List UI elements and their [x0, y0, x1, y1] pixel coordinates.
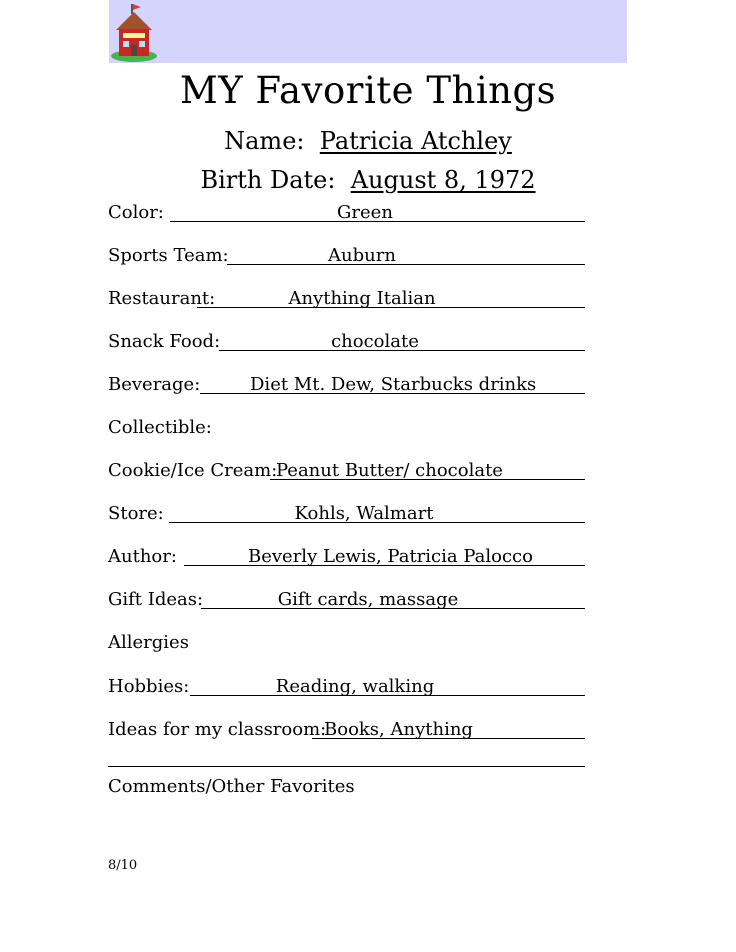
birth-date-line	[0, 168, 736, 192]
color-value: Green	[337, 202, 393, 223]
hobbies-value: Reading, walking	[275, 676, 435, 697]
gift-ideas-underline	[201, 608, 585, 609]
snack-food-underline	[219, 350, 585, 351]
page-title: MY Favorite Things	[179, 69, 557, 112]
schoolhouse-icon	[110, 2, 158, 62]
divider-line	[108, 766, 585, 767]
classroom-ideas-underline	[312, 738, 585, 739]
author-label: Author:	[108, 546, 177, 567]
name-label: Name:	[224, 127, 305, 155]
classroom-ideas-value: Books, Anything	[324, 719, 473, 740]
store-value: Kohls, Walmart	[294, 503, 434, 524]
classroom-ideas-label: Ideas for my classroom:	[108, 719, 327, 740]
footer-date: 8/10	[108, 858, 138, 873]
hobbies-underline	[190, 695, 585, 696]
sports-team-label: Sports Team:	[108, 245, 229, 266]
hobbies-label: Hobbies:	[108, 676, 190, 697]
cookie-ice-cream-label: Cookie/Ice Cream:	[108, 460, 278, 481]
sports-team-value: Auburn	[328, 245, 396, 266]
comments-label: Comments/Other Favorites	[108, 776, 355, 797]
author-underline	[184, 565, 585, 566]
restaurant-underline	[197, 307, 585, 308]
restaurant-label: Restaurant:	[108, 288, 216, 309]
snack-food-label: Snack Food:	[108, 331, 221, 352]
header-band	[109, 0, 627, 63]
restaurant-value: Anything Italian	[288, 288, 436, 309]
author-value: Beverly Lewis, Patricia Palocco	[248, 546, 533, 567]
snack-food-value: chocolate	[331, 331, 419, 352]
cookie-ice-cream-underline	[270, 479, 585, 480]
cookie-ice-cream-value: Peanut Butter/ chocolate	[276, 460, 503, 481]
birth-date-value: August 8, 1972	[350, 166, 536, 194]
beverage-label: Beverage:	[108, 374, 201, 395]
store-underline	[169, 522, 585, 523]
name-value: Patricia Atchley	[319, 127, 512, 155]
birth-date-label: Birth Date:	[200, 166, 336, 194]
beverage-value: Diet Mt. Dew, Starbucks drinks	[250, 374, 537, 395]
collectible-label: Collectible:	[108, 417, 212, 438]
store-label: Store:	[108, 503, 164, 524]
color-label: Color:	[108, 202, 164, 223]
sports-team-underline	[227, 264, 585, 265]
gift-ideas-value: Gift cards, massage	[277, 589, 459, 610]
allergies-label: Allergies	[108, 632, 189, 653]
beverage-underline	[200, 393, 585, 394]
name-line	[0, 129, 736, 153]
gift-ideas-label: Gift Ideas:	[108, 589, 204, 610]
color-underline	[170, 221, 585, 222]
